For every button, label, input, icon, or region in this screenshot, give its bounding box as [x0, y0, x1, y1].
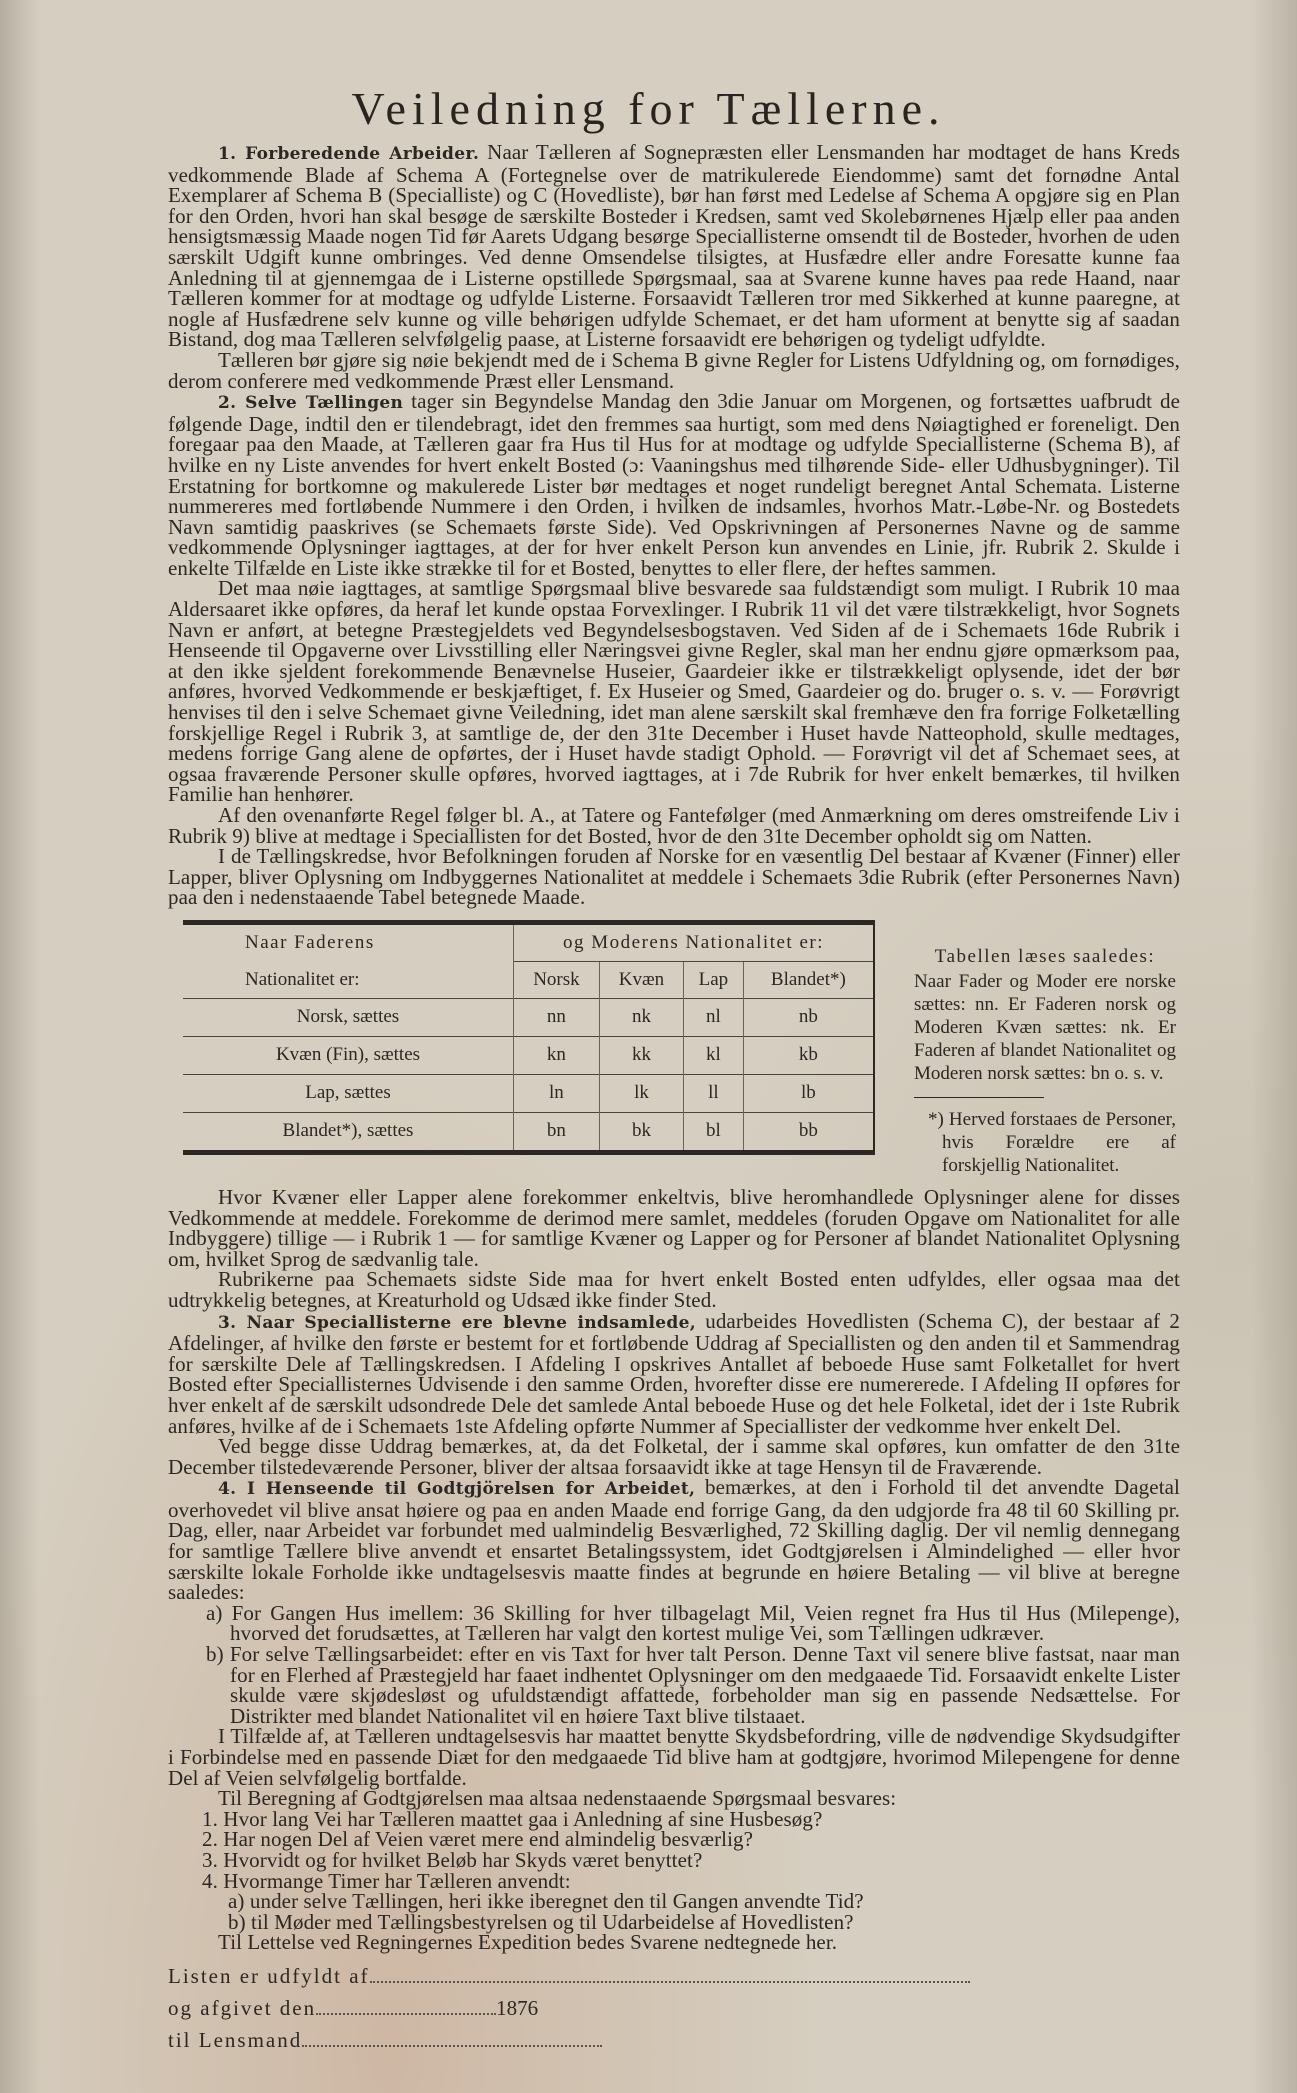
sub-question: b) til Møder med Tællingsbestyrelsen og til Udarbeidelse af Hovedlisten?: [228, 1909, 854, 1934]
column-header: Blandet*): [743, 961, 874, 998]
table-row: [183, 998, 874, 1036]
paragraph: Det maa nøie iagttages, at samtlige Spørgsmaal blive besvarede saa fuldstændigt som muligt. I Rubrik 10 maa Aldersaaret ikke opføres, da heraf let kunde opstaa Forvexlinger. I Rubrik 11 vil det være tilstrækkeligt, hvor Sognets Navn er anført, at betegne Præstegjeldets ved Begyndelsesbogstaven. Ved Siden af de i Schemaets 16de Rubrik i Henseende til Opgaverne over Livsstilling eller Næringsvei givne Regler, skal man her endnu gjøre opmærksom paa, at den ikke sjeldent forekommende Benævnelse Huseier, Gaardeier ikke er tilstrækkeligt oplysende, idet der bør anføres, hvorved Vedkommende er beskjæftiget, f. Ex Huseier og Smed, Gaardeier og do. bruger o. s. v. — Forøvrigt henvises til den i selve Schemaet givne Veiledning, idet man alene særskilt skal fremhæve den fra forrige Folketælling forskjellige Regel i Rubrik 3, at samtlige de, der den 31te December i Huset havde Natteophold, skulle medtages, medens forrige Gang alene de opførtes, der i Huset havde stadigt Ophold. — Forøvrigt vil det af Schemaet sees, at ogsaa fraværende Personer skulle opføres, hvorved iagttages, at i 7de Rubrik for hver enkelt bemærkes, til hvilken Familie han henhører.: [168, 576, 1180, 807]
question: 4. Hvormange Timer har Tælleren anvendt:: [202, 1868, 571, 1893]
question: 2. Har nogen Del af Veien været mere end almindelig besværlig?: [202, 1827, 754, 1852]
signature-line-1: [168, 1963, 1180, 1989]
lensmand-label: til Lensmand: [168, 2027, 303, 2052]
paragraph: Af den ovenanførte Regel følger bl. A., at Tatere og Fantefølger (med Anmærkning om deres omstreifende Liv i Rubrik 9) blive at medtage i Speciallisten for det Bosted, hvor de den 31te December opholdt sig om Natten.: [168, 803, 1180, 848]
table-cell: kl: [684, 1036, 744, 1074]
table-cell: lb: [743, 1074, 874, 1112]
delivered-label: og afgivet den: [168, 1995, 317, 2020]
document-page: [168, 0, 1180, 2093]
section-3-heading: 3. Naar Speciallisterne ere blevne indsamlede,: [218, 1312, 696, 1333]
table-cell: kk: [599, 1036, 683, 1074]
signature-line-2: [168, 2027, 1180, 2053]
column-header: Lap: [684, 961, 744, 998]
year-label: 1876: [496, 1995, 539, 2020]
table-cell: ln: [514, 1074, 600, 1112]
section-1-heading: 1. Forberedende Arbeider.: [218, 144, 480, 164]
table-cell: bb: [743, 1112, 874, 1152]
table-area: [183, 920, 1180, 1177]
section-2-paragraph: 2. Selve Tællingen tager sin Begyndelse Mandag den 3die Januar om Morgenen, og fortsættes uafbrudt de følgende Dage, indtil den er tilendebragt, idet den fremmes saa hurtigt, som med dens Nøiagtighed er foreneligt. Den foregaar paa den Maade, at Tælleren gaar fra Hus til Hus for at modtage og udfylde Speciallisterne (Schema B), af hvilke en ny Liste anvendes for hvert enkelt Bosted (ɔ: Vaaningshus med tilhørende Side- eller Udhusbygninger). Til Erstatning for bortkomne og makulerede Lister bør medtages et noget rundeligt beregnet Antal Schemata. Listerne nummereres med fortløbende Nummere i den Orden, i hvilken de indsamles, hvorhos Matr.-Løbe-Nr. og Bostedets Navn samtidig paaskrives (se Schemaets første Side). Ved Opskrivningen af Personernes Navne og de samme vedkommende Oplysninger iagttages, at der for hver enkelt Person kun anvendes en Linie, jfr. Rubrik 2. Skulde i enkelte Tilfælde en Liste ikke strække til for et Bosted, benyttes to eller flere, der heftes sammen.: [168, 389, 1180, 580]
table-row: [183, 1112, 874, 1152]
table-cell: nl: [684, 998, 744, 1036]
paragraph: Til Lettelse ved Regningernes Expedition bedes Svarene nedtegnede her.: [218, 1930, 838, 1955]
divider: [914, 1097, 1044, 1098]
table-cell: nk: [599, 998, 683, 1036]
corner-header-2: Nationalitet er:: [245, 968, 360, 990]
question: 1. Hvor lang Vei har Tælleren maattet gaa i Anledning af sine Husbesøg?: [202, 1806, 823, 1831]
column-header: Norsk: [514, 961, 600, 998]
section-3-paragraph: 3. Naar Speciallisterne ere blevne indsamlede, udarbeides Hovedlisten (Schema C), der bestaar af 2 Afdelinger, af hvilke den første er bestemt for et fortløbende Uddrag af Speciallisten og den anden til et Sammendrag for særskilte Dele af Tællingskredsen. I Afdeling I opskrives Antallet af beboede Huse samt Folketallet for hvert Bosted efter Speciallisternes Udvisende i den samme Orden, hvorefter disse ere numererede. I Afdeling II opføres for hver enkelt af de særskilt udsondrede Dele det samlede Antal beboede Huse og det hele Folketal, idet der i 1ste Rubrik anføres, hvilke af de i Schemaets 1ste Afdeling opførte Nummer af Speciallister der vedkomme hver enkelt Del.: [168, 1308, 1180, 1438]
section-1-paragraph: 1. Forberedende Arbeider. Naar Tælleren af Sognepræsten eller Lensmanden har modtaget de hans Kreds vedkommende Blade af Schema A (Fortegnelse over de matrikulerede Eiendomme) samt det fornødne Antal Exemplarer af Schema B (Specialliste) og C (Hovedliste), bør han først med Ledelse af Schema A opgjøre sig en Plan for den Orden, hvori han skal besøge de særskilte Bosteder i Kredsen, samt ved Skolebørnenes Hjælp eller paa anden hensigtsmæssig Maade nogen Tid før Aarets Udgang besørge Speciallisterne omsendt til de Bosteder, hvorhen de uden særskilt Udgift kunne ombringes. Ved denne Omsendelse tilsigtes, at Husfædre eller andre Foresatte kunne faa Anledning til at gjennemgaa de i Listerne opstillede Spørgsmaal, saa at Svarene kunne haves paa rede Haand, naar Tælleren kommer for at modtage og udfylde Listerne. Forsaavidt Tælleren tror med Sikkerhed at kunne paaregne, at nogle af Husfædrene selv kunne og ville behørigen udfylde Schemaet, er det ham uforment at benytte sig af saadan Bistand, dog maa Tælleren selvfølgelig paase, at Listerne forsaavidt ere behørigen og tydeligt udfyldte.: [168, 140, 1180, 352]
list-item-b: b) For selve Tællingsarbeidet: efter en vis Taxt for hver talt Person. Denne Taxt vil senere blive fastsat, naar man for en Flerhed af Præstegjeld har faaet indhentet Oplysninger om den medgaaede Tid. Forsaavidt enkelte Lister skulde være skjødesløst og ufuldstændigt affattede, forbeholder man sig en passende Nedsættelse. For Distrikter med blandet Nationalitet vil en høiere Taxt blive tilstaaet.: [206, 1642, 1180, 1728]
table-cell: bn: [514, 1112, 600, 1152]
table-row: [183, 1074, 874, 1112]
section-2-heading: 2. Selve Tællingen: [218, 393, 404, 414]
row-label: Norsk, sættes: [183, 998, 514, 1036]
table-note-title: Tabellen læses saaledes:: [934, 945, 1156, 967]
filled-by-field[interactable]: [370, 1977, 970, 1983]
paragraph: I de Tællingskredse, hvor Befolkningen foruden af Norske for en væsentlig Del bestaar af Kvæner (Finner) eller Lapper, bliver Oplysning om Indbyggernes Nationalitet at meddele i Schemaets 3die Rubrik (efter Personernes Navn) paa den i nedenstaaende Tabel betegnede Maade.: [168, 844, 1180, 910]
paragraph: Rubrikerne paa Schemaets sidste Side maa for hvert enkelt Bosted enten udfyldes, eller ogsaa maa det udtrykkelig betegnes, at Kreaturhold og Udsæd ikke finder Sted.: [168, 1267, 1180, 1312]
table-cell: lk: [599, 1074, 683, 1112]
paragraph: Tælleren bør gjøre sig nøie bekjendt med de i Schema B givne Regler for Listens Udfyldning og, om fornødiges, derom conferere med vedkommende Præst eller Lensmand.: [168, 347, 1180, 393]
table-cell: kb: [743, 1036, 874, 1074]
instructions-part-2: [168, 1184, 1180, 1955]
section-4-heading: 4. I Henseende til Godtgjörelsen for Arbeidet,: [218, 1479, 696, 1500]
filled-by-label: Listen er udfyldt af: [168, 1963, 370, 1988]
table-row: [183, 1036, 874, 1074]
paragraph: I Tilfælde af, at Tælleren undtagelsesvis har maattet benytte Skydsbefordring, ville de nødvendige Skydsudgifter i Forbindelse med en passende Diæt for den medgaaede Tid blive ham at godtgjøre, hvorimod Milepengene for denne Del af Veien selvfølgelig bortfalde.: [168, 1724, 1180, 1790]
paragraph: Til Beregning af Godtgjørelsen maa altsaa nedenstaaende Spørgsmaal besvares:: [218, 1786, 897, 1811]
row-label: Lap, sættes: [183, 1074, 514, 1112]
table-cell: ll: [684, 1074, 744, 1112]
table-cell: kn: [514, 1036, 600, 1074]
page-title: Veiledning for Tællerne.: [351, 83, 946, 134]
table-cell: bk: [599, 1112, 683, 1152]
table-cell: bl: [684, 1112, 744, 1152]
row-label: Kvæn (Fin), sættes: [183, 1036, 514, 1074]
section-4-paragraph: 4. I Henseende til Godtgjörelsen for Arbeidet, bemærkes, at den i Forhold til det anvendte Dagetal overhovedet vil blive ansat høiere og paa en anden Maade end forrige Gang, da den udgjorde fra 48 til 60 Skilling pr. Dag, eller, naar Arbeidet var forbundet med ualmindelig Besværlighed, 72 Skilling daglig. Der vil nemlig dennegang for samtlige Tællere blive anvendt et ensartet Betalingssystem, idet Godtgjørelsen i Almindelighed — eller hvor særskilte lokale Forholde ikke undtagelsesvis maatte findes at begrunde en høiere Betaling — vil blive at beregne saaledes:: [168, 1475, 1180, 1605]
paragraph: Ved begge disse Uddrag bemærkes, at, da det Folketal, der i samme skal opføres, kun omfatter de den 31te December tilstedeværende Personer, bliver der altsaa forsaavidt ikke at tage Hensyn til de Fraværende.: [168, 1434, 1180, 1479]
table-cell: nn: [514, 998, 600, 1036]
table-footnote: *) Herved forstaaes de Personer, hvis Forældre ere af forskjellig Nationalitet.: [928, 1108, 1176, 1176]
sub-question: a) under selve Tællingen, heri ikke iberegnet den til Gangen anvendte Tid?: [228, 1889, 864, 1914]
question: 3. Hvorvidt og for hvilket Beløb har Skyds været benyttet?: [202, 1847, 703, 1872]
table-note: [914, 945, 1176, 1177]
signature-line-1-continued: [168, 1995, 1180, 2021]
paragraph: Hvor Kvæner eller Lapper alene forekommer enkeltvis, blive heromhandlede Oplysninger alene for disses Vedkommende at meddele. Forekomme de derimod mere samlet, meddeles (foruden Opgave om Nationalitet for alle Indbyggere) tillige — i Rubrik 1 — for samtlige Kvæner og Lapper og for Personer af blandet Nationalitet Oplysning om, hvilket Sprog de sædvanlig tale.: [168, 1184, 1180, 1271]
list-item-a: a) For Gangen Hus imellem: 36 Skilling for hver tilbagelagt Mil, Veien regnet fra Hus til Hus (Milepenge), hvorved det forudsættes, at Tælleren har valgt den kortest mulige Vei, som Tællingen udkræver.: [206, 1600, 1180, 1646]
corner-header-1: Naar Faderens: [245, 932, 375, 954]
table-note-text: Naar Fader og Moder ere norske sættes: nn. Er Faderen norsk og Moderen Kvæn sættes: nk. Er Faderen af blandet Nationalitet og Moderen norsk sættes: bn o. s. v.: [914, 970, 1176, 1084]
instructions-part-1: [168, 142, 1180, 908]
span-header: og Moderens Nationalitet er:: [514, 922, 875, 961]
nationality-table: [183, 920, 875, 1155]
lensmand-field[interactable]: [302, 2041, 602, 2047]
date-field[interactable]: [316, 2009, 496, 2015]
column-header: Kvæn: [599, 961, 683, 998]
row-label: Blandet*), sættes: [183, 1112, 514, 1152]
table-cell: nb: [743, 998, 874, 1036]
